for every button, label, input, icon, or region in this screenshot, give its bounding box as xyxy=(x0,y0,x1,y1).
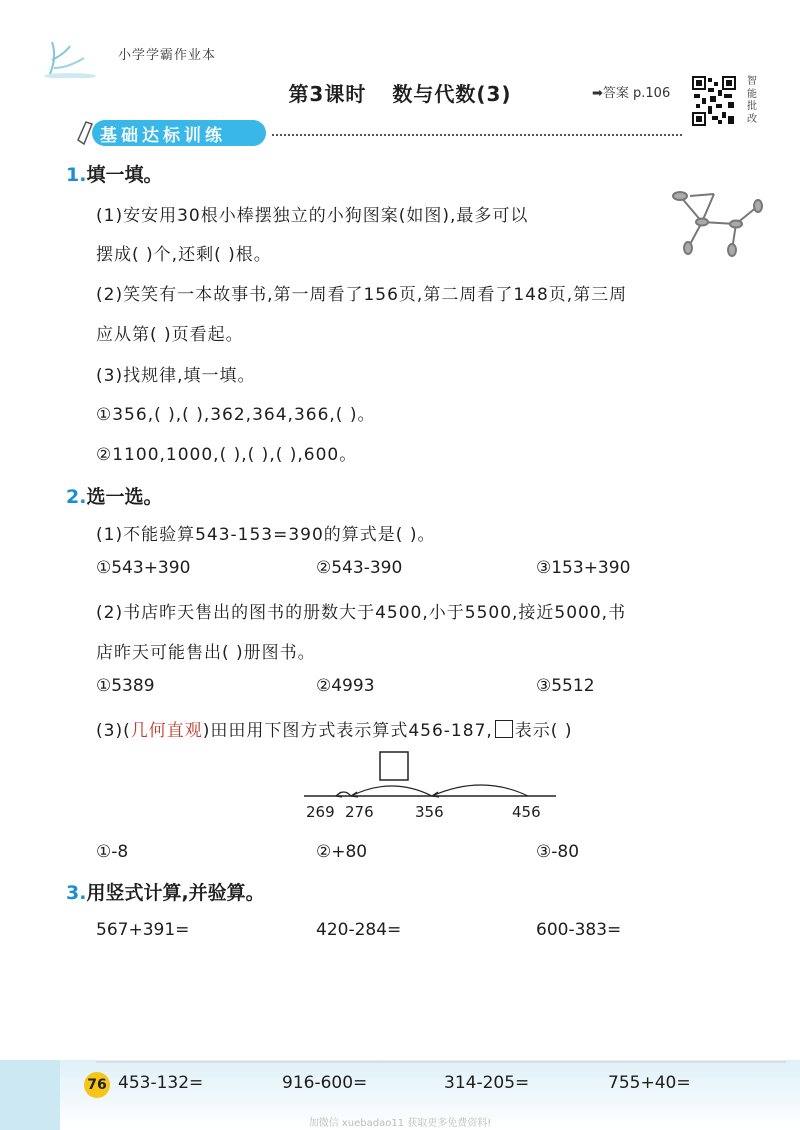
page-title xyxy=(0,78,800,107)
q2-part3-prefix: (3)( xyxy=(96,721,131,741)
q1-part3-line1: (3)找规律,填一填。 xyxy=(96,366,256,386)
q2-part1-option-1: ①543+390 xyxy=(96,558,191,578)
footer-expression-1: 453-132= xyxy=(118,1073,204,1093)
q2-part3-text: )田田用下图方式表示算式456-187, xyxy=(202,721,493,741)
smart-grading-label xyxy=(744,76,760,126)
numline-label-356: 356 xyxy=(415,803,444,821)
q1-part3-sequence-b: ②1100,1000,( ),( ),( ),600。 xyxy=(96,445,358,465)
topic-label: 数与代数(3) xyxy=(392,82,512,106)
blank-box-icon xyxy=(495,720,513,738)
section-divider xyxy=(272,134,682,136)
numline-label-276: 276 xyxy=(345,803,374,821)
answer-reference: ➡答案 p.106 xyxy=(592,86,671,101)
q2-part1-option-3: ③153+390 xyxy=(536,558,631,578)
q2-part2-option-3: ③5512 xyxy=(536,676,595,696)
q3-expression-3: 600-383= xyxy=(536,920,622,940)
q2-part2-line2: 店昨天可能售出( )册图书。 xyxy=(96,643,316,663)
q3-expression-1: 567+391= xyxy=(96,920,190,940)
q3-heading xyxy=(66,878,265,905)
q2-title: 选一选。 xyxy=(86,486,163,508)
q2-part1-option-2: ②543-390 xyxy=(316,558,403,578)
q3-title: 用竖式计算,并验算。 xyxy=(86,882,265,904)
q2-part3-option-2: ②+80 xyxy=(316,842,368,862)
q2-part1-line1: (1)不能验算543-153=390的算式是( )。 xyxy=(96,525,436,545)
footer-expression-2: 916-600= xyxy=(282,1073,368,1093)
number-line-diagram xyxy=(300,748,560,800)
q2-part3-suffix: 表示( ) xyxy=(514,721,573,741)
q1-part2-line1: (2)笑笑有一本故事书,第一周看了156页,第二周看了148页,第三周 xyxy=(96,285,628,305)
numline-label-456: 456 xyxy=(512,803,541,821)
q3-expression-2: 420-284= xyxy=(316,920,402,940)
q2-part2-line1: (2)书店昨天售出的图书的册数大于4500,小于5500,接近5000,书 xyxy=(96,603,627,623)
watermark-text: 加微信 xuebadao11 获取更多免费资料! xyxy=(308,1118,492,1129)
q2-part3-line1 xyxy=(96,716,572,741)
footer-expression-4: 755+40= xyxy=(608,1073,691,1093)
series-title: 小学学霸作业本 xyxy=(118,48,217,63)
q2-part2-option-2: ②4993 xyxy=(316,676,375,696)
plant-decoration-icon xyxy=(40,34,100,78)
numline-label-269: 269 xyxy=(306,803,335,821)
q2-part3-option-3: ③-80 xyxy=(536,842,580,862)
notebook-icon xyxy=(78,122,92,144)
footer-expression-3: 314-205= xyxy=(444,1073,530,1093)
q2-heading xyxy=(66,482,162,509)
q1-part1-line1: (1)安安用30根小棒摆独立的小狗图案(如图),最多可以 xyxy=(96,206,529,226)
q1-part1-line2: 摆成( )个,还剩( )根。 xyxy=(96,245,272,265)
q3-number: 3. xyxy=(66,882,87,904)
q2-part3-option-1: ①-8 xyxy=(96,842,129,862)
smart-grading-char: 能 xyxy=(747,88,757,100)
section-title: 基础达标训练 xyxy=(100,126,226,146)
q1-heading xyxy=(66,160,162,187)
geometry-intuition-tag: 几何直观 xyxy=(130,721,203,741)
smart-grading-char: 智 xyxy=(747,76,757,87)
q2-number: 2. xyxy=(66,486,87,508)
lesson-label: 第3课时 xyxy=(288,82,367,106)
page-number-badge: 76 xyxy=(84,1072,110,1098)
q1-part2-line2: 应从第( )页看起。 xyxy=(96,325,244,345)
smart-grading-char: 批 xyxy=(747,101,757,112)
q1-part3-sequence-a: ①356,( ),( ),362,364,366,( )。 xyxy=(96,405,376,425)
smart-grading-char: 改 xyxy=(747,113,757,125)
qr-code-icon[interactable] xyxy=(692,76,736,126)
q1-title: 填一填。 xyxy=(86,164,163,186)
unknown-box xyxy=(380,752,408,780)
q2-part2-option-1: ①5389 xyxy=(96,676,155,696)
puppy-stick-figure xyxy=(658,182,766,260)
q1-number: 1. xyxy=(66,164,87,186)
jump-arc-100 xyxy=(432,785,528,796)
jump-arc-80 xyxy=(351,786,432,796)
